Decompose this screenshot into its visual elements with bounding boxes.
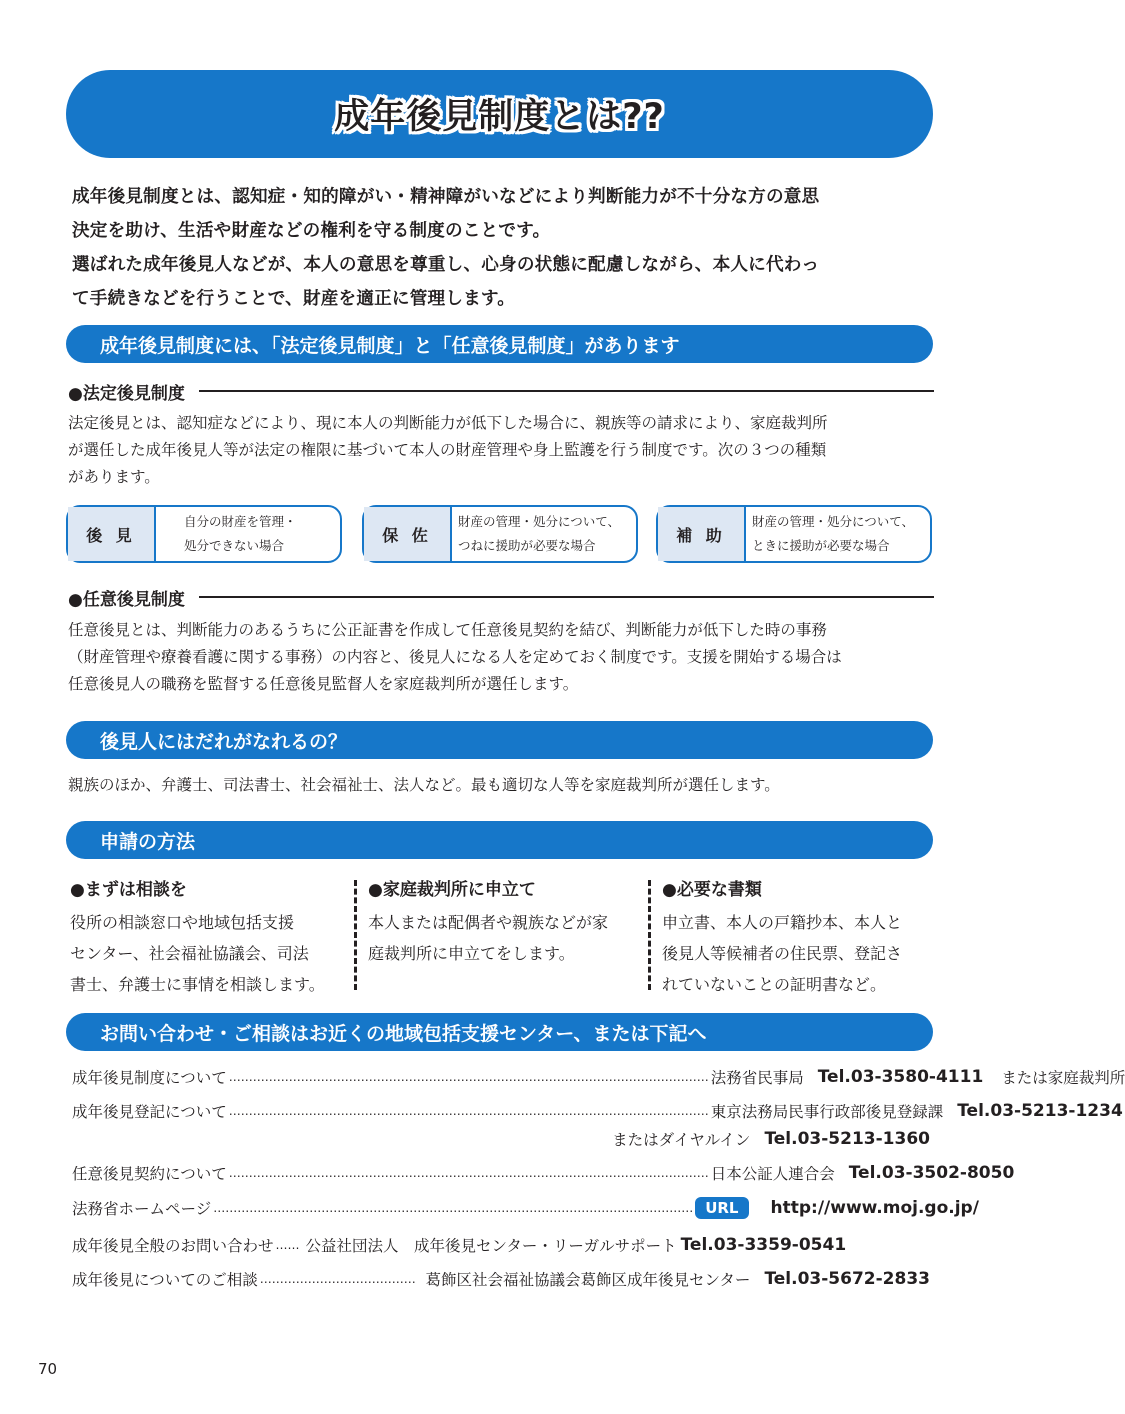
column-heading: ●まずは相談を — [70, 880, 187, 900]
type-desc-line: 自分の財産を管理・ — [184, 514, 297, 529]
contact-label: 成年後見についてのご相談 — [72, 1271, 258, 1289]
contact-label: 成年後見制度について — [72, 1069, 227, 1087]
leader-dots: …… — [275, 1238, 300, 1252]
section-title: お問い合わせ・ご相談はお近くの地域包括支援センター、または下記へ — [100, 1022, 707, 1045]
subheading-voluntary — [68, 584, 934, 610]
contact-tel: Tel.03-3502-8050 — [848, 1163, 1015, 1183]
type-desc-line: 財産の管理・処分について、 — [752, 514, 915, 529]
column-line: 本人または配偶者や親族などが家 — [368, 913, 609, 932]
column-divider — [648, 880, 651, 990]
contact-tel: Tel.03-5213-1234 — [957, 1101, 1123, 1121]
contact-org: 日本公証人連合会 — [710, 1165, 835, 1183]
leader-dots: ………………………………………………………………………………………………………… — [213, 1201, 694, 1215]
voluntary-text — [68, 617, 940, 698]
type-name: 保 佐 — [364, 507, 452, 561]
type-description — [452, 507, 636, 561]
subheading-label: ●任意後見制度 — [68, 589, 185, 610]
contact-org: またはダイヤルイン — [612, 1131, 751, 1149]
website-link[interactable]: http://www.moj.go.jp/ — [770, 1198, 979, 1218]
application-column-consult — [70, 875, 325, 1000]
contact-label: 法務省ホームページ — [72, 1200, 212, 1218]
type-description — [156, 507, 340, 561]
type-desc-line: 処分できない場合 — [184, 538, 285, 553]
column-text — [368, 907, 608, 969]
application-column-petition — [368, 875, 608, 969]
section-bar-application — [66, 821, 933, 859]
type-desc-line: ときに援助が必要な場合 — [752, 538, 890, 553]
contact-label: 任意後見契約について — [72, 1165, 227, 1183]
section-bar-contact — [66, 1013, 933, 1051]
type-name: 後 見 — [68, 507, 156, 561]
column-line: 庭裁判所に申立てをします。 — [368, 944, 575, 963]
contact-tel: Tel.03-5672-2833 — [764, 1269, 930, 1289]
column-heading: ●必要な書類 — [662, 880, 762, 900]
type-desc-line: つねに援助が必要な場合 — [458, 538, 596, 553]
application-column-documents — [662, 875, 902, 1000]
type-box-kouken — [66, 505, 342, 563]
leader-dots: ………………………………………………………………………………………………………… — [228, 1166, 709, 1180]
title-banner — [66, 70, 933, 158]
column-text — [70, 907, 325, 1000]
type-description — [746, 507, 930, 561]
contact-tel: Tel.03-5213-1360 — [764, 1129, 930, 1149]
text-line: 任意後見とは、判断能力のあるうちに公正証書を作成して任意後見契約を結び、判断能力が低下した時の事務 — [68, 621, 827, 639]
page-title: 成年後見制度とは?? — [334, 97, 665, 137]
section-title: 後見人にはだれがなれるの？ — [100, 730, 348, 753]
column-line: 申立書、本人の戸籍抄本、本人と — [662, 913, 903, 932]
column-line: れていないことの証明書など。 — [662, 975, 887, 994]
contact-tel: Tel.03-3580-4111 — [817, 1067, 984, 1087]
contact-row — [72, 1193, 979, 1223]
statutory-text — [68, 410, 940, 491]
text-line: 任意後見人の職務を監督する任意後見監督人を家庭裁判所が選任します。 — [68, 675, 579, 693]
contact-label: 成年後見全般のお問い合わせ — [72, 1237, 274, 1255]
contact-org: 公益社団法人 成年後見センター・リーガルサポート — [305, 1237, 677, 1255]
contact-row — [72, 1230, 930, 1260]
text-line: 親族のほか、弁護士、司法書士、社会福祉士、法人など。最も適切な人等を家庭裁判所が選任します。 — [68, 776, 780, 794]
intro-line: て手続きなどを行うことで、財産を適正に管理します。 — [72, 289, 516, 309]
contact-row — [72, 1264, 930, 1294]
text-line: 法定後見とは、認知症などにより、現に本人の判断能力が低下した場合に、親族等の請求により、家庭裁判所 — [68, 414, 828, 432]
leader-dots: ………………………………………………………………………………………………………… — [228, 1070, 709, 1084]
intro-line: 選ばれた成年後見人などが、本人の意思を尊重し、心身の状態に配慮しながら、本人に代わっ — [72, 255, 820, 275]
guardian-text — [68, 772, 940, 799]
contact-org: 法務省民事局 — [710, 1069, 804, 1087]
column-line: 後見人等候補者の住民票、登記さ — [662, 944, 903, 963]
contact-row — [72, 1124, 930, 1154]
divider-line — [199, 596, 934, 598]
divider-line — [199, 390, 934, 392]
contact-row — [72, 1062, 1125, 1092]
section-title: 成年後見制度には、「法定後見制度」と「任意後見制度」があります — [100, 334, 680, 357]
type-desc-line: 財産の管理・処分について、 — [458, 514, 621, 529]
contact-note: または家庭裁判所 — [1001, 1069, 1125, 1087]
contact-tel: Tel.03-3359-0541 — [680, 1235, 847, 1255]
leader-dots: ………………………………… — [259, 1272, 416, 1286]
contact-row — [72, 1158, 1015, 1188]
text-line: があります。 — [68, 468, 160, 486]
column-heading: ●家庭裁判所に申立て — [368, 880, 536, 900]
column-line: センター、社会福祉協議会、司法 — [70, 944, 309, 963]
type-box-hojo — [656, 505, 932, 563]
subheading-statutory — [68, 378, 934, 404]
column-line: 役所の相談窓口や地域包括支援 — [70, 913, 295, 932]
column-divider — [354, 880, 357, 990]
text-line: が選任した成年後見人等が法定の権限に基づいて本人の財産管理や身上監護を行う制度です。次の３つの種類 — [68, 441, 827, 459]
intro-paragraph — [72, 180, 942, 316]
type-name: 補 助 — [658, 507, 746, 561]
section-bar-guardian — [66, 721, 933, 759]
intro-line: 成年後見制度とは、認知症・知的障がい・精神障がいなどにより判断能力が不十分な方の意思 — [72, 187, 820, 207]
column-text — [662, 907, 902, 1000]
text-line: （財産管理や療養看護に関する事務）の内容と、後見人になる人を定めておく制度です。支援を開始する場合は — [68, 648, 842, 666]
contact-org: 東京法務局民事行政部後見登録課 — [710, 1103, 944, 1121]
leader-dots: ………………………………………………………………………………………………………… — [228, 1104, 709, 1118]
section-bar-types — [66, 325, 933, 363]
section-title: 申請の方法 — [100, 830, 196, 853]
contact-label: 成年後見登記について — [72, 1103, 227, 1121]
intro-line: 決定を助け、生活や財産などの権利を守る制度のことです。 — [72, 221, 551, 241]
column-line: 書士、弁護士に事情を相談します。 — [70, 975, 325, 994]
page-number: 70 — [38, 1360, 58, 1378]
url-badge: URL — [695, 1197, 748, 1219]
subheading-label: ●法定後見制度 — [68, 383, 185, 404]
contact-row — [72, 1096, 1123, 1126]
contact-org: 葛飾区社会福祉協議会葛飾区成年後見センター — [425, 1271, 751, 1289]
type-box-hosa — [362, 505, 638, 563]
